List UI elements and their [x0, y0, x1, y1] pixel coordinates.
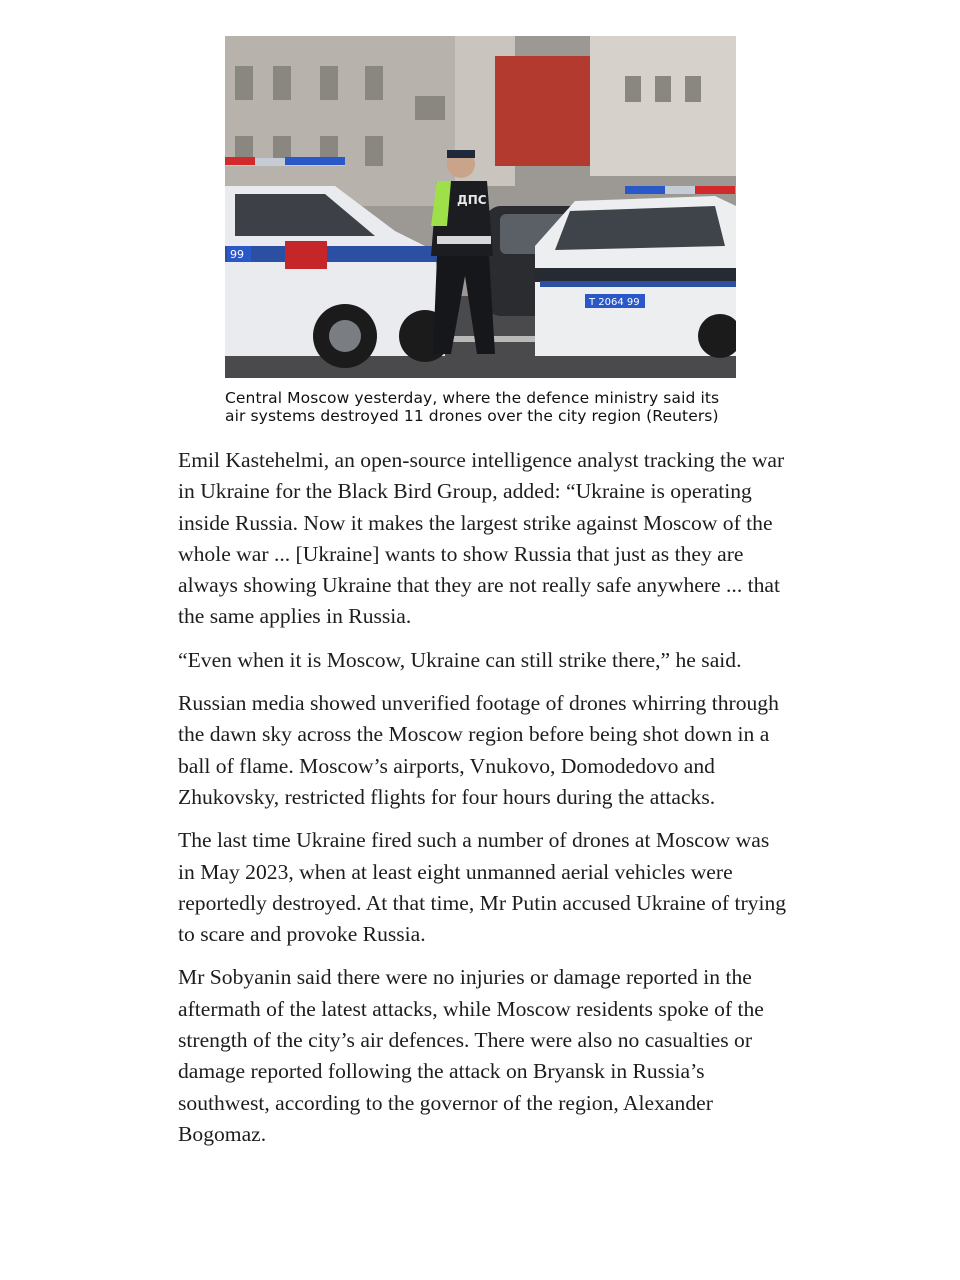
article [178, 36, 788, 1162]
article-photo [225, 36, 736, 378]
photo-caption: Central Moscow yesterday, where the defence ministry said its air systems destroyed 11 drones over the city region (Reuters) [225, 389, 720, 425]
article-body [178, 445, 788, 1150]
right-plate-text: T 2064 99 [589, 297, 640, 308]
vest-text: ДПС [457, 193, 487, 207]
paragraph-5: Mr Sobyanin said there were no injuries or damage reported in the aftermath of the latest attacks, while Moscow residents spoke of the strength of the city’s air defences. There were also no casualties or damage reported following the attack on Bryansk in Russia’s southwest, according to the governor of the region, Alexander Bogomaz. [178, 965, 764, 1146]
left-plate-text: 99 [230, 248, 244, 261]
paragraph-3: Russian media showed unverified footage of drones whirring through the dawn sky across the Moscow region before being shot down in a ball of flame. Moscow’s airports, Vnukovo, Domodedovo and Zhukovsky, restricted flights for four hours during the attacks. [178, 691, 779, 809]
paragraph-4: The last time Ukraine fired such a number of drones at Moscow was in May 2023, when at least eight unmanned aerial vehicles were reportedly destroyed. At that time, Mr Putin accused Ukraine of trying to scare and provoke Russia. [178, 828, 787, 947]
paragraph-2: “Even when it is Moscow, Ukraine can still strike there,” he said. [178, 647, 742, 672]
paragraph-1: Emil Kastehelmi, an open-source intelligence analyst tracking the war in Ukraine for the Black Bird Group, added: “Ukraine is operating inside Russia. Now it makes the largest strike against Moscow of the whole war ... [Ukraine] wants to show Russia that just as they are always showing Ukraine that they are not really safe anywhere ... that the same applies in Russia. [178, 448, 785, 629]
article-figure [225, 36, 736, 425]
photo-illustration [225, 36, 736, 378]
